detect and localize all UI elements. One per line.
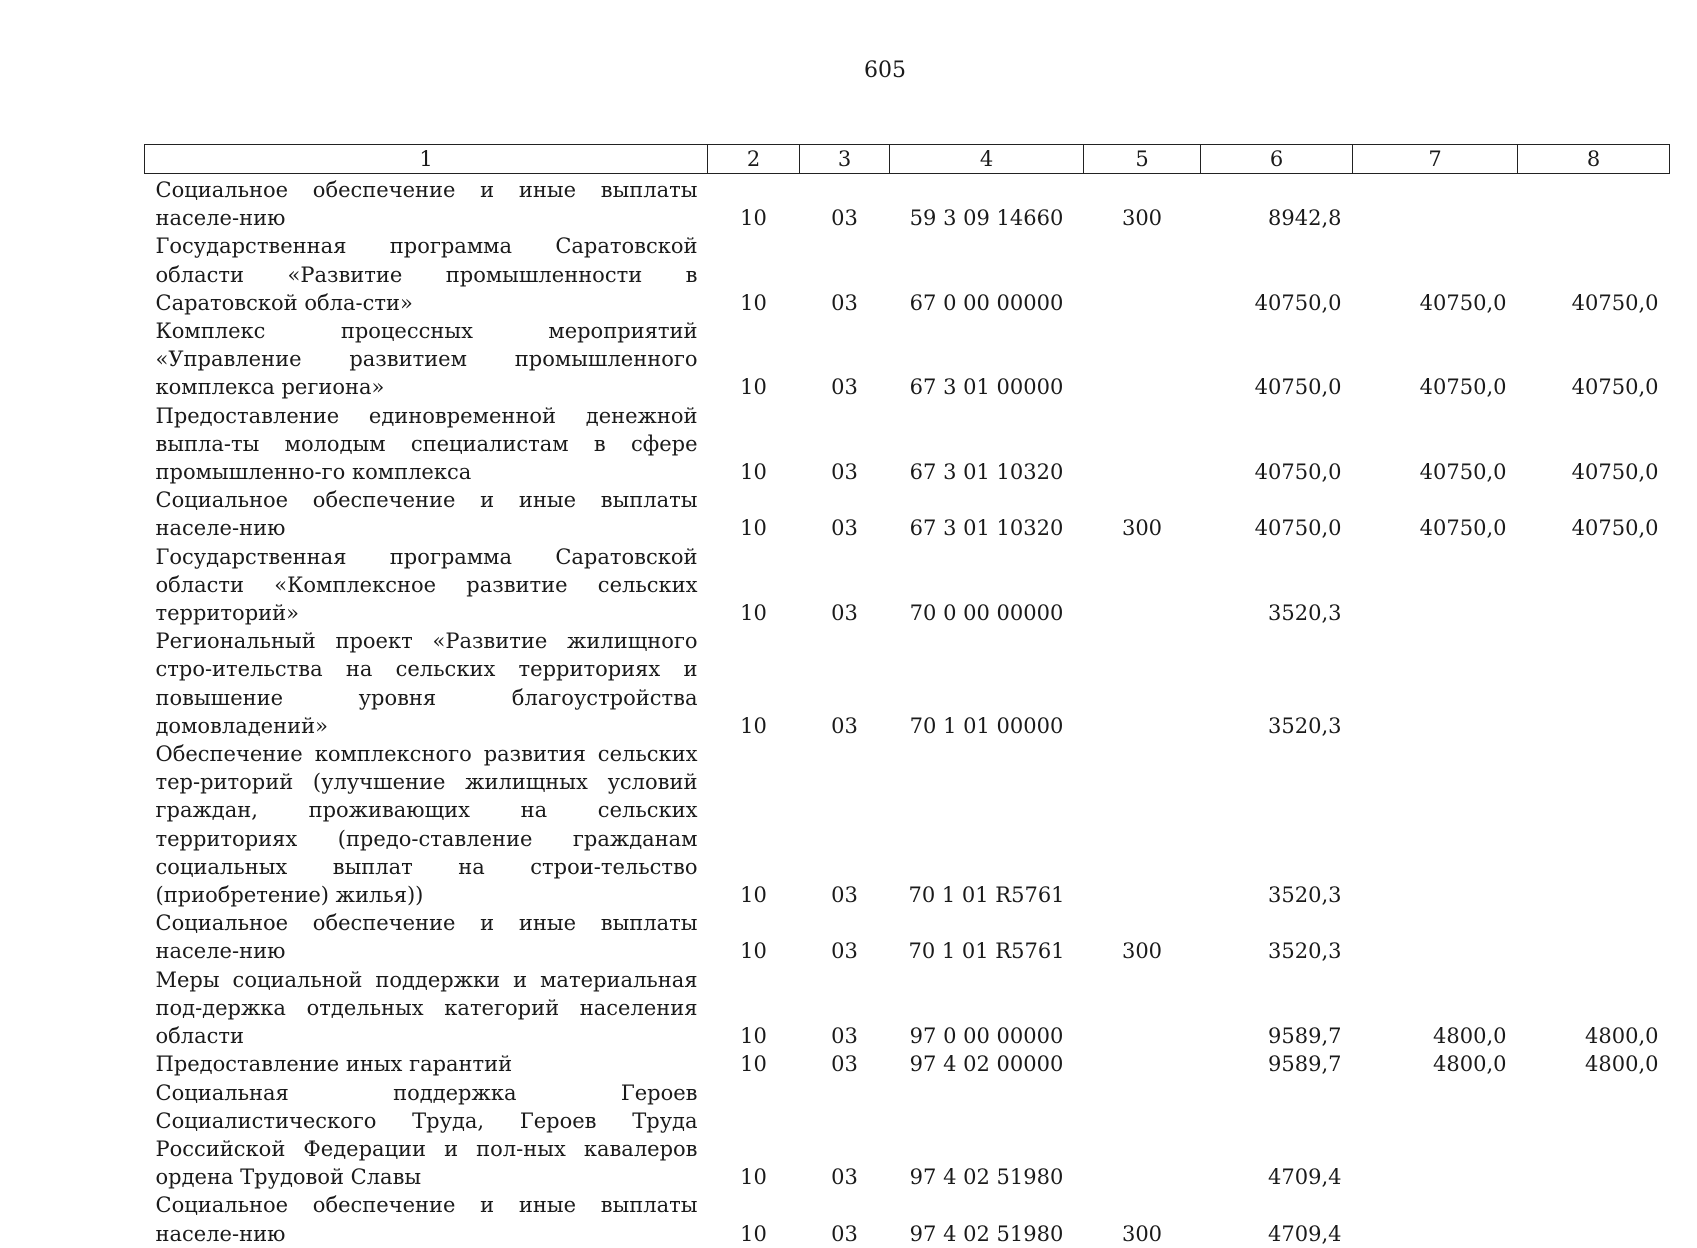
row-name-cell: Социальная поддержка Героев Социалистического Труда, Героев Труда Российской Федерации и пол-ных кавалеров ордена Трудовой Славы (155, 1080, 698, 1190)
row-expense-type-cell (1084, 402, 1201, 487)
row-amount-col8-cell (1518, 174, 1670, 233)
row-amount-col6-cell: 3520,3 (1268, 939, 1342, 964)
row-target-article-cell: 59 3 09 14660 (909, 206, 1064, 231)
column-header-5: 5 (1084, 145, 1201, 174)
row-target-article-cell: 70 0 00 00000 (909, 601, 1064, 626)
row-amount-col7-cell (1353, 627, 1518, 740)
row-amount-col7-cell (1353, 174, 1518, 233)
row-target-article-cell: 70 1 01 R5761 (908, 883, 1065, 908)
row-amount-col7-cell: 40750,0 (1419, 516, 1507, 541)
row-section-cell: 10 (740, 883, 767, 908)
row-target-article-cell: 70 1 01 00000 (909, 713, 1064, 738)
row-subsection-cell: 03 (831, 713, 858, 738)
row-subsection-cell: 03 (831, 1024, 858, 1049)
row-amount-col8-cell (1518, 740, 1670, 909)
table-row (145, 909, 1670, 965)
row-expense-type-cell (1084, 232, 1201, 317)
row-expense-type-cell: 300 (1121, 939, 1163, 964)
row-expense-type-cell (1084, 740, 1201, 909)
row-subsection-cell: 03 (831, 1052, 858, 1077)
table-row (145, 486, 1670, 542)
row-section-cell: 10 (740, 601, 767, 626)
row-target-article-cell: 67 3 01 10320 (909, 460, 1064, 485)
row-amount-col7-cell: 40750,0 (1419, 290, 1507, 315)
row-amount-col6-cell: 4709,4 (1268, 1165, 1342, 1190)
row-amount-col8-cell (1518, 909, 1670, 965)
row-target-article-cell: 97 4 02 51980 (909, 1165, 1064, 1190)
table-row (145, 174, 1670, 233)
row-section-cell: 10 (740, 713, 767, 738)
row-section-cell: 10 (740, 516, 767, 541)
row-expense-type-cell (1084, 1079, 1201, 1192)
row-section-cell: 10 (740, 1024, 767, 1049)
row-expense-type-cell: 300 (1121, 1221, 1163, 1246)
row-expense-type-cell (1084, 966, 1201, 1051)
table-row (145, 543, 1670, 628)
row-subsection-cell: 03 (831, 601, 858, 626)
row-amount-col7-cell: 4800,0 (1433, 1024, 1507, 1049)
row-amount-col8-cell: 40750,0 (1571, 290, 1659, 315)
row-amount-col6-cell: 40750,0 (1254, 290, 1342, 315)
row-amount-col8-cell (1518, 1079, 1670, 1192)
row-name-cell: Социальное обеспечение и иные выплаты населе-нию (155, 178, 698, 231)
budget-table (144, 144, 1670, 1248)
row-name-cell: Предоставление единовременной денежной выпла-ты молодым специалистам в сфере промышленно-го комплекса (155, 403, 698, 485)
row-subsection-cell: 03 (831, 290, 858, 315)
column-header-2: 2 (708, 145, 800, 174)
row-amount-col7-cell (1353, 740, 1518, 909)
row-amount-col7-cell: 4800,0 (1433, 1052, 1507, 1077)
row-expense-type-cell (1084, 1050, 1201, 1078)
row-section-cell: 10 (740, 1165, 767, 1190)
row-amount-col7-cell: 40750,0 (1419, 460, 1507, 485)
row-amount-col6-cell: 40750,0 (1254, 460, 1342, 485)
row-section-cell: 10 (740, 375, 767, 400)
row-target-article-cell: 67 0 00 00000 (909, 290, 1064, 315)
row-amount-col6-cell: 9589,7 (1268, 1052, 1342, 1077)
row-subsection-cell: 03 (831, 1221, 858, 1246)
column-header-6: 6 (1201, 145, 1353, 174)
row-subsection-cell: 03 (831, 375, 858, 400)
row-section-cell: 10 (740, 1052, 767, 1077)
row-name-cell: Региональный проект «Развитие жилищного стро-ительства на сельских территориях и повышение уровня благоустройства домовладений» (155, 629, 698, 738)
row-section-cell: 10 (740, 939, 767, 964)
row-subsection-cell: 03 (831, 206, 858, 231)
row-name-cell: Комплекс процессных мероприятий «Управление развитием промышленного комплекса региона» (155, 319, 698, 400)
row-amount-col8-cell: 4800,0 (1585, 1024, 1659, 1049)
row-name-cell: Социальное обеспечение и иные выплаты населе-нию (155, 1193, 698, 1246)
row-subsection-cell: 03 (831, 883, 858, 908)
row-subsection-cell: 03 (831, 516, 858, 541)
column-header-1: 1 (145, 145, 708, 174)
row-target-article-cell: 67 3 01 10320 (909, 516, 1064, 541)
row-amount-col7-cell (1353, 543, 1518, 628)
row-name-cell: Предоставление иных гарантий (155, 1052, 513, 1077)
row-amount-col8-cell: 40750,0 (1571, 460, 1659, 485)
row-subsection-cell: 03 (831, 1165, 858, 1190)
row-expense-type-cell (1084, 627, 1201, 740)
table-header (145, 145, 1670, 174)
table-row (145, 627, 1670, 740)
row-name-cell: Государственная программа Саратовской области «Комплексное развитие сельских территорий» (155, 544, 698, 626)
row-expense-type-cell: 300 (1121, 206, 1163, 231)
row-amount-col7-cell (1353, 909, 1518, 965)
row-name-cell: Социальное обеспечение и иные выплаты населе-нию (155, 488, 698, 541)
row-amount-col6-cell: 3520,3 (1268, 883, 1342, 908)
row-amount-col6-cell: 3520,3 (1268, 601, 1342, 626)
row-target-article-cell: 97 0 00 00000 (909, 1024, 1064, 1049)
table-row (145, 740, 1670, 909)
row-subsection-cell: 03 (831, 460, 858, 485)
row-amount-col8-cell (1518, 543, 1670, 628)
row-target-article-cell: 70 1 01 R5761 (908, 939, 1065, 964)
table-row (145, 1079, 1670, 1192)
table-body (145, 174, 1670, 1248)
page-number: 605 (864, 58, 906, 83)
row-name-cell: Обеспечение комплексного развития сельских тер-риторий (улучшение жилищных условий граждан, проживающих на сельских территориях (предо-ставление гражданам социальных выплат на строи-тельство (приобретение) жилья)) (155, 742, 698, 908)
row-section-cell: 10 (740, 1221, 767, 1246)
column-header-4: 4 (890, 145, 1084, 174)
row-amount-col8-cell: 40750,0 (1571, 516, 1659, 541)
row-amount-col6-cell: 3520,3 (1268, 713, 1342, 738)
column-header-7: 7 (1353, 145, 1518, 174)
row-amount-col8-cell: 40750,0 (1571, 375, 1659, 400)
row-amount-col7-cell: 40750,0 (1419, 375, 1507, 400)
row-section-cell: 10 (740, 290, 767, 315)
row-amount-col6-cell: 9589,7 (1268, 1024, 1342, 1049)
row-amount-col6-cell: 40750,0 (1254, 516, 1342, 541)
row-target-article-cell: 97 4 02 51980 (909, 1221, 1064, 1246)
table-row (145, 232, 1670, 317)
row-amount-col6-cell: 40750,0 (1254, 375, 1342, 400)
table-row (145, 317, 1670, 402)
row-amount-col6-cell: 4709,4 (1268, 1221, 1342, 1246)
row-expense-type-cell: 300 (1121, 516, 1163, 541)
row-section-cell: 10 (740, 206, 767, 231)
column-header-8: 8 (1518, 145, 1670, 174)
column-header-3: 3 (800, 145, 890, 174)
row-amount-col7-cell (1353, 1079, 1518, 1192)
row-amount-col8-cell: 4800,0 (1585, 1052, 1659, 1077)
header-row (145, 145, 1670, 174)
row-name-cell: Меры социальной поддержки и материальная под-держка отдельных категорий населения области (155, 967, 698, 1049)
row-expense-type-cell (1084, 317, 1201, 402)
row-section-cell: 10 (740, 460, 767, 485)
row-amount-col6-cell: 8942,8 (1268, 206, 1342, 231)
row-name-cell: Государственная программа Саратовской области «Развитие промышленности в Саратовской обла-сти» (155, 234, 698, 315)
table-row (145, 966, 1670, 1051)
row-target-article-cell: 97 4 02 00000 (909, 1052, 1064, 1077)
table-row (145, 402, 1670, 487)
row-expense-type-cell (1084, 543, 1201, 628)
row-name-cell: Социальное обеспечение и иные выплаты населе-нию (155, 911, 698, 964)
row-subsection-cell: 03 (831, 939, 858, 964)
table-row (145, 1050, 1670, 1078)
row-amount-col8-cell (1518, 627, 1670, 740)
row-target-article-cell: 67 3 01 00000 (909, 375, 1064, 400)
